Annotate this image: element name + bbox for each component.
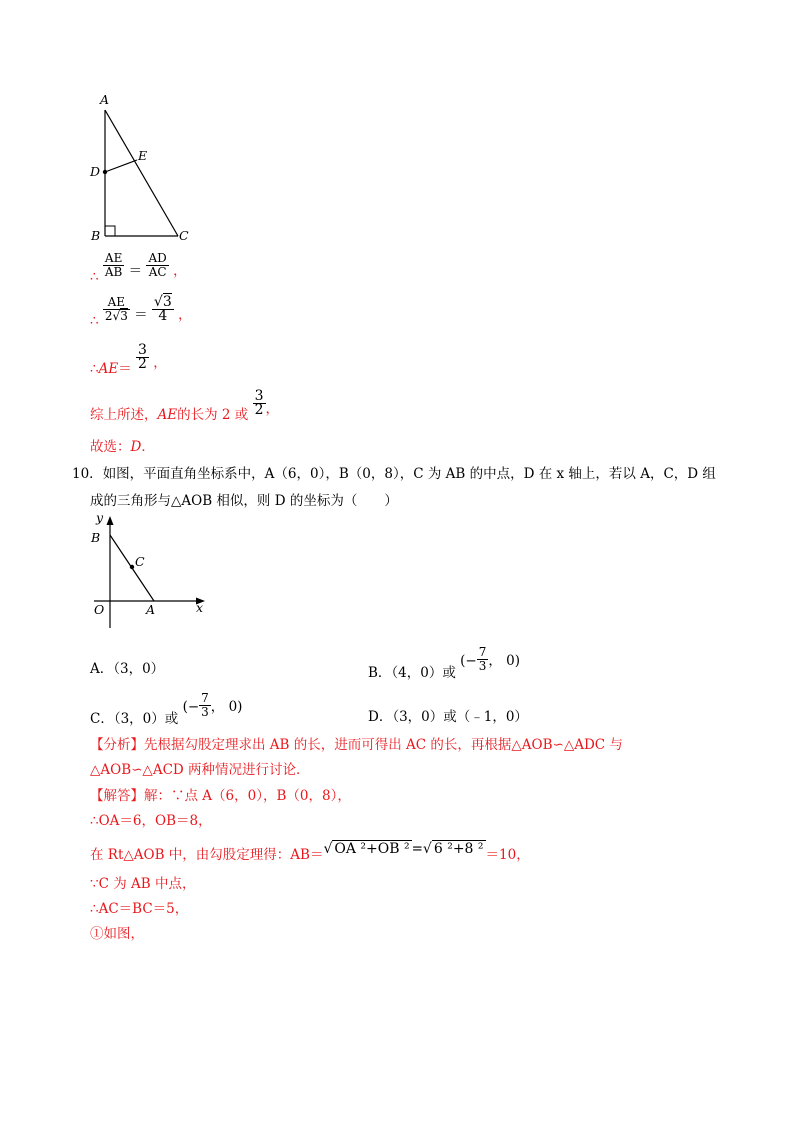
- solution-result: ＝10，: [485, 847, 530, 863]
- radical-1: √ OA ²+OB ²: [323, 841, 410, 857]
- solution-line-3: [90, 840, 530, 863]
- equals-sign: ＝: [118, 361, 132, 377]
- label-d: D: [90, 164, 101, 179]
- summary-line: [90, 388, 279, 423]
- radical-2: √ 6 ²+8 ²: [422, 841, 484, 857]
- question-10-line-1: [72, 465, 716, 483]
- choice-value: D: [130, 439, 142, 455]
- fraction-num: AD: [148, 251, 167, 265]
- radicand: 3: [120, 309, 128, 323]
- option-a[interactable]: [90, 660, 164, 678]
- option-d[interactable]: [368, 708, 528, 726]
- choice-label: 故选：: [90, 439, 131, 455]
- side-ac: [105, 110, 178, 236]
- coef: 2: [104, 309, 113, 323]
- option-b[interactable]: [368, 645, 521, 681]
- fraction-3-2: [253, 390, 266, 417]
- fraction-ae-2root3: [103, 296, 130, 323]
- coordinate-figure: [88, 508, 218, 633]
- fraction-den: AB: [104, 265, 123, 279]
- solution-text-2: ∴OA＝6，OB＝8，: [90, 813, 212, 829]
- ae-var: AE: [98, 361, 119, 377]
- y-axis-arrow: [107, 516, 114, 525]
- label-a: A: [146, 602, 156, 617]
- therefore-symbol: ∴: [90, 313, 99, 329]
- question-number: 10．: [72, 466, 103, 482]
- ratio-line-2: [90, 294, 192, 329]
- circled-one: ①: [90, 926, 104, 942]
- radicand-2: 6 ²+8 ²: [433, 841, 484, 857]
- label-a: A: [100, 92, 110, 107]
- solution-line-2: [90, 812, 212, 830]
- label-c: C: [135, 554, 145, 569]
- ratio-line-3: [90, 342, 167, 377]
- equals-2: =: [411, 841, 423, 857]
- option-c-text: C．（3，0）或: [90, 711, 179, 727]
- solution-text-1: 解：∵点 A（6，0），B（0，8），: [144, 788, 351, 804]
- choice-end: ．: [141, 439, 155, 455]
- comma: ，: [153, 355, 167, 371]
- fraction-den: AC: [148, 265, 167, 279]
- solution-line-4: [90, 875, 195, 893]
- fraction-den: 2√3: [104, 309, 128, 323]
- fraction-num: 3: [254, 388, 264, 404]
- fraction-den: 2: [138, 356, 147, 372]
- summary-var: AE: [157, 407, 178, 423]
- option-b-close: ， 0): [488, 653, 521, 669]
- solution-line-1: [90, 787, 351, 805]
- label-x: x: [196, 600, 204, 615]
- fraction-num: 3: [138, 342, 147, 358]
- label-o: O: [94, 602, 105, 617]
- solution-line-5: [90, 900, 188, 918]
- question-text-2: 成的三角形与△AOB 相似，则 D 的坐标为（ ）: [90, 493, 398, 509]
- right-angle-mark: [105, 226, 115, 236]
- fraction-num: AE: [103, 296, 130, 310]
- option-b-text: B．（4，0）或: [368, 665, 456, 681]
- solution-line-6: [90, 925, 144, 943]
- equals-sign: ＝: [128, 263, 143, 279]
- fraction-den: 2: [254, 402, 264, 418]
- label-b: B: [91, 530, 101, 545]
- option-d-text: D．（3，0）或（﹣1，0）: [368, 709, 528, 725]
- fraction-7-3: [199, 692, 211, 719]
- radicand: 3: [162, 294, 172, 310]
- solution-text-4: ∵C 为 AB 中点，: [90, 876, 196, 892]
- option-c[interactable]: [90, 691, 243, 727]
- radicand-1: OA ²+OB ²: [334, 841, 410, 857]
- therefore-symbol: ∴: [90, 361, 99, 377]
- solution-text-3: 在 Rt△AOB 中，由勾股定理得：AB＝: [90, 847, 324, 863]
- label-y: y: [96, 510, 104, 525]
- fraction-num: √3: [153, 294, 172, 310]
- option-c-close: ， 0): [210, 699, 243, 715]
- option-b-open: (−: [460, 653, 477, 669]
- option-c-open: (−: [182, 699, 200, 715]
- label-e: E: [138, 148, 148, 163]
- option-a-text: A．（3，0）: [90, 661, 165, 677]
- label-c: C: [179, 228, 189, 243]
- triangle-figure: [88, 90, 198, 250]
- choice-line: [90, 438, 155, 456]
- point-c: [130, 565, 134, 569]
- solution-text-5: ∴AC＝BC＝5，: [90, 901, 189, 917]
- segment-de: [105, 160, 137, 172]
- analysis-line-1: [90, 736, 623, 754]
- comma: ，: [173, 263, 187, 279]
- analysis-line-2: [90, 761, 310, 779]
- fraction-7-3: [477, 646, 489, 673]
- solution-text-6: 如图，: [103, 926, 144, 942]
- analysis-text-1: 先根据勾股定理求出 AB 的长，进而可得出 AC 的长，再根据△AOB∽△ADC 与: [144, 737, 623, 753]
- fraction-root3-4: [152, 296, 174, 323]
- question-text-1: 如图，平面直角坐标系中，A（6，0），B（0，8），C 为 AB 的中点，D 在 x 轴上，若以 A，C，D 组: [102, 466, 716, 482]
- summary-pre: 综上所述，: [90, 407, 158, 423]
- point-d: [103, 170, 107, 174]
- fraction-num: 7: [201, 691, 209, 705]
- fraction-ae-ab: [103, 252, 124, 279]
- fraction-den: 4: [158, 308, 168, 324]
- fraction-den: 3: [478, 659, 487, 673]
- ratio-line-1: [90, 251, 187, 285]
- fraction-ad-ac: [146, 252, 168, 279]
- analysis-text-2: △AOB∽△ACD 两种情况进行讨论．: [90, 762, 310, 778]
- fraction-num: 7: [478, 645, 487, 659]
- label-b: B: [91, 228, 101, 243]
- comma: ，: [178, 307, 192, 323]
- analysis-label: 【分析】: [90, 737, 144, 753]
- solution-label: 【解答】: [90, 788, 144, 804]
- fraction-3-2: [136, 344, 149, 371]
- fraction-den: 3: [201, 705, 209, 719]
- equals-sign: ＝: [134, 307, 148, 323]
- fraction-num: AE: [103, 252, 124, 266]
- summary-end: ，: [265, 401, 279, 417]
- summary-mid: 的长为 2 或: [177, 407, 249, 423]
- therefore-symbol: ∴: [90, 269, 99, 285]
